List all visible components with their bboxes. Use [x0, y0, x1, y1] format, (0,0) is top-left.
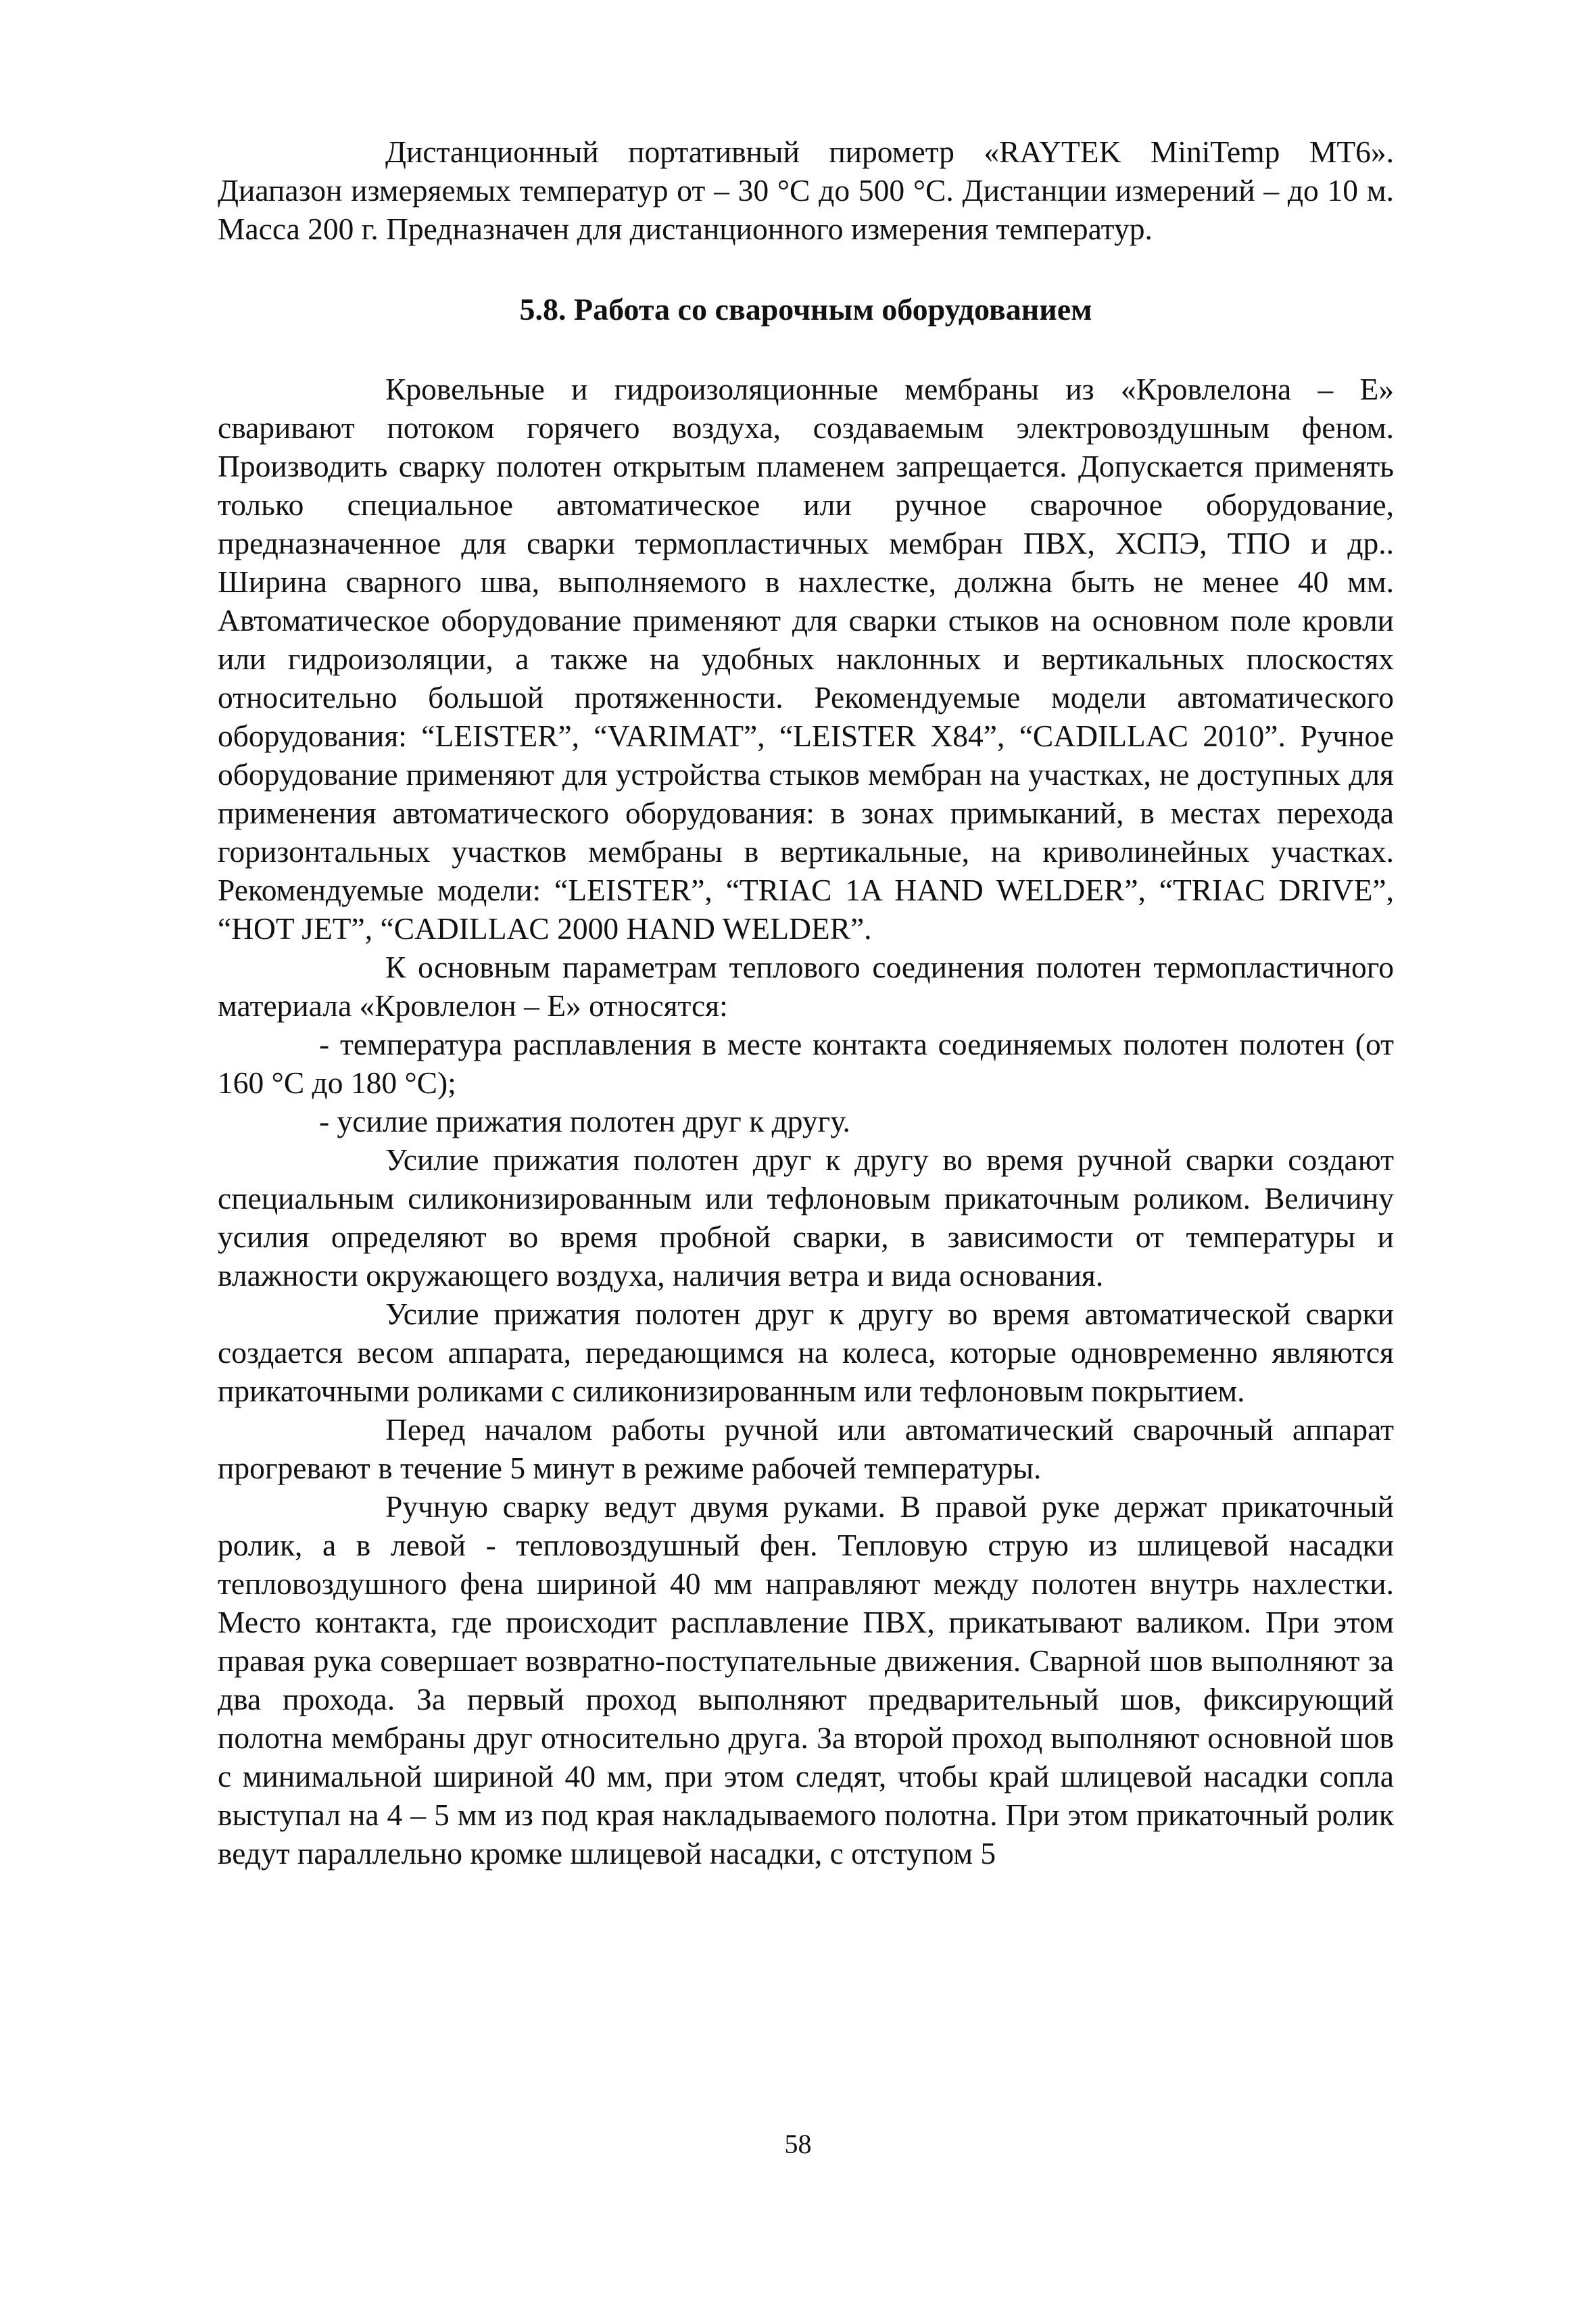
- paragraph-manual-pressing: Усилие прижатия полотен друг к другу во время ручной сварки создают специальным силиконизированным или тефлоновым прикаточным роликом. Величину усилия определяют во время пробной сварки, в зависимости от температуры и влажности окружающего воздуха, наличия ветра и вида основания.: [218, 1142, 1394, 1293]
- paragraph-manual-welding: Ручную сварку ведут двумя руками. В правой руке держат прикаточный ролик, а в левой - тепловоздушный фен. Тепловую струю из шлицевой насадки тепловоздушного фена шириной 40 мм направляют между полотен внутрь нахлестки. Место контакта, где происходит расплавление ПВХ, прикатывают валиком. При этом правая рука совершает возвратно-поступательные движения. Сварной шов выполняют за два прохода. За первый проход выполняют предварительный шов, фиксирующий полотна мембраны друг относительно друга. За второй проход выполняют основной шов с минимальной шириной 40 мм, при этом следят, чтобы край шлицевой насадки сопла выступал на 4 – 5 мм из под края накладываемого полотна. При этом прикаточный ролик ведут параллельно кромке шлицевой насадки, с отступом 5: [218, 1489, 1394, 1871]
- paragraph-welding-equipment: Кровельные и гидроизоляционные мембраны из «Кровлелона – Е» сваривают потоком горячего воздуха, создаваемым электровоздушным феном. Производить сварку полотен открытым пламенем запрещается. Допускается применять только специальное автоматическое или ручное сварочное оборудование, предназначенное для сварки термопластичных мембран ПВХ, ХСПЭ, ТПО и др.. Ширина сварного шва, выполняемого в нахлестке, должна быть не менее 40 мм. Автоматическое оборудование применяют для сварки стыков на основном поле кровли или гидроизоляции, а также на удобных наклонных и вертикальных плоскостях относительно большой протяженности. Рекомендуемые модели автоматического оборудования: “LEISTER”, “VARIMAT”, “LEISTER X84”, “CADILLAC 2010”. Ручное оборудование применяют для устройства стыков мембран на участках, не доступных для применения автоматического оборудования: в зонах примыканий, в местах перехода горизонтальных участков мембраны в вертикальные, на криволинейных участках. Рекомендуемые модели: “LEISTER”, “TRIAC 1A HAND WELDER”, “TRIAC DRIVE”, “HOT JET”, “CADILLAC 2000 HAND WELDER”.: [218, 372, 1394, 946]
- section-heading: 5.8. Работа со сварочным оборудованием: [519, 292, 1092, 327]
- page-body: [218, 132, 1394, 1873]
- intro-paragraph: Дистанционный портативный пирометр «RAYTEK MiniTemp MT6». Диапазон измеряемых температур от – 30 °С до 500 °С. Дистанции измерений – до 10 м. Масса 200 г. Предназначен для дистанционного измерения температур.: [218, 135, 1394, 246]
- paragraph-thermal-parameters: К основным параметрам теплового соединения полотен термопластичного материала «Кровлелон – Е» относятся:: [218, 950, 1394, 1023]
- paragraph-automatic-pressing: Усилие прижатия полотен друг к другу во время автоматической сварки создается весом аппарата, передающимся на колеса, которые одновременно являются прикаточными роликами с силиконизированным или тефлоновым покрытием.: [218, 1297, 1394, 1408]
- page-number: 58: [784, 2129, 812, 2159]
- list-item-pressing-force: - усилие прижатия полотен друг к другу.: [319, 1104, 850, 1138]
- list-item-melting-temperature: - температура расплавления в месте контакта соединяемых полотен полотен (от 160 °С до 180 °С);: [218, 1027, 1394, 1100]
- paragraph-preheating: Перед началом работы ручной или автоматический сварочный аппарат прогревают в течение 5 минут в режиме рабочей температуры.: [218, 1412, 1394, 1485]
